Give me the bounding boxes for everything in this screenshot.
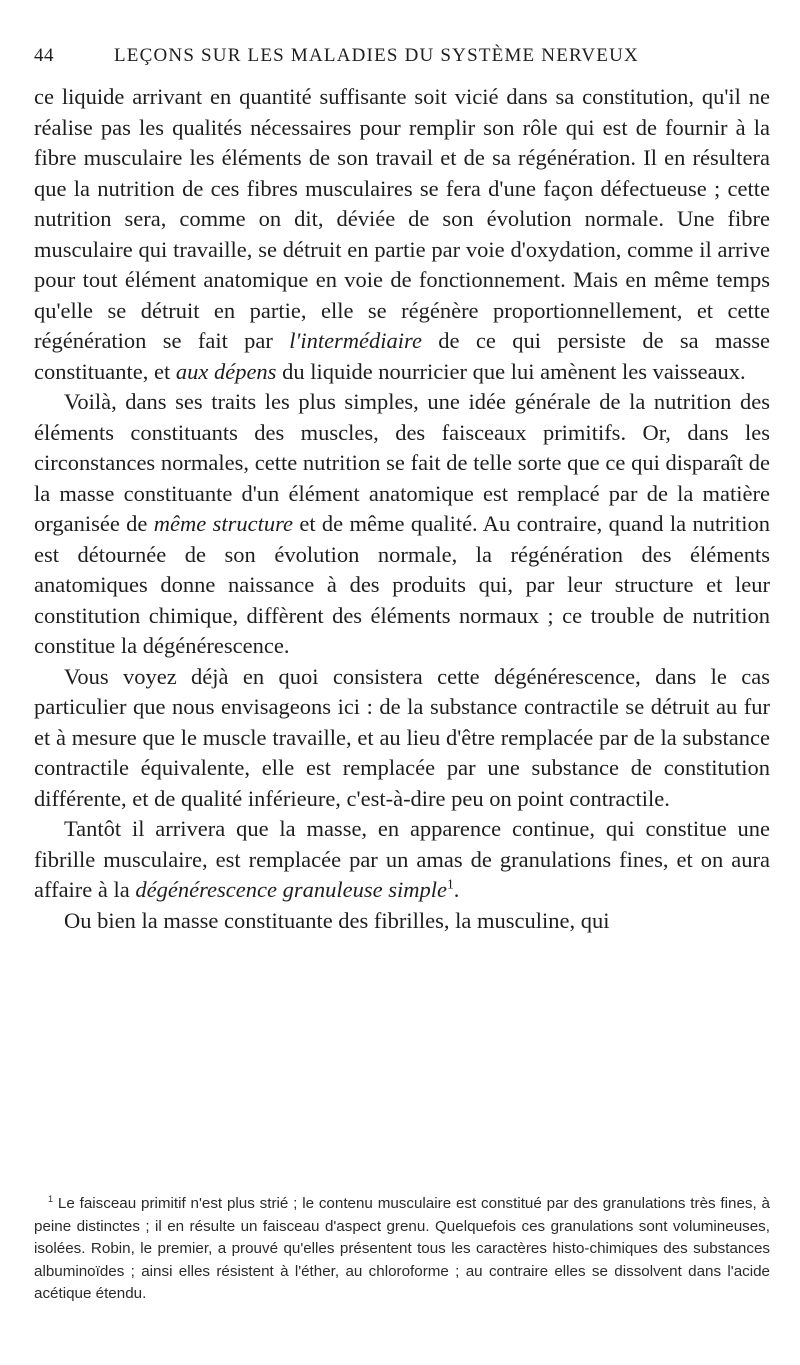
main-text: [34, 82, 770, 936]
page-header: [34, 45, 770, 75]
paragraph-2-italic-1: même structure: [153, 511, 293, 536]
footnotes: [34, 1193, 770, 1306]
footnote-1: [34, 1193, 770, 1306]
footnote-marker: 1: [48, 1193, 54, 1204]
paragraph-4-italic: dégénérescence granuleuse simple: [135, 877, 447, 902]
running-title: LEÇONS SUR LES MALADIES DU SYSTÈME NERVEUX: [114, 45, 639, 66]
paragraph-1: [34, 82, 770, 387]
footnote-text: Le faisceau primitif n'est plus strié ; le contenu musculaire est constitué par des granulations très fines, à peine distinctes ; il en résulte un faisceau d'aspect grenu. Quelquefois ces granulations sont volumineuses, isolées. Robin, le premier, a prouvé qu'elles présentent tous les caractères histo-chimiques des substances albuminoïdes ; ainsi elles résistent à l'éther, au chloroforme ; au contraire elles se dissolvent dans l'acide acétique étendu.: [34, 1195, 770, 1302]
paragraph-2: [34, 387, 770, 662]
paragraph-2-text-b: et de même qualité. Au contraire, quand la nutrition est détournée de son évolution normale, la régénération des éléments anatomiques donne naissance à des produits qui, par leur structure et leur constitution chimique, diffèrent des éléments normaux ; ce trouble de nutrition constitue la dégénérescence.: [34, 511, 770, 658]
paragraph-3: Vous voyez déjà en quoi consistera cette dégénérescence, dans le cas particulier que nous envisageons ici : de la substance contractile se détruit au fur et à mesure que le muscle travaille, et au lieu d'être remplacée par de la substance contractile équivalente, elle est remplacée par une substance de constitution différente, et de qualité inférieure, c'est-à-dire peu on point contractile.: [34, 663, 770, 811]
paragraph-1-italic-2: aux dépens: [175, 358, 277, 384]
page-number: 44: [34, 45, 54, 66]
paragraph-4-text-b: .: [453, 877, 460, 902]
paragraph-1-text-b: de ce qui persiste de sa masse constituante, et: [34, 328, 770, 384]
footnote-reference: 1: [446, 876, 454, 892]
paragraph-1-text-a: ce liquide arrivant en quantité suffisante soit vicié dans sa constitution, qu'il ne réalise pas les qualités nécessaires pour remplir son rôle qui est de fournir à la fibre musculaire les éléments de son travail et de sa régénération. Il en résultera que la nutrition de ces fibres musculaires se fera d'une façon défectueuse ; cette nutrition sera, comme on dit, déviée de son évolution normale. Une fibre musculaire qui travaille, se détruit en partie par voie d'oxydation, comme il arrive pour tout élément anatomique en voie de fonctionnement. Mais en même temps qu'elle se détruit en partie, elle se régénère proportionnellement, et cette régénération se fait par: [34, 84, 770, 353]
paragraph-2-text-a: Voilà, dans ses traits les plus simples, une idée générale de la nutrition des éléments constituants des muscles, des faisceaux primitifs. Or, dans les circonstances normales, cette nutrition se fait de telle sorte que ce qui disparaît de la masse constituante d'un élément anatomique est remplacé par de la matière organisée de: [34, 389, 770, 536]
paragraph-1-text-c: du liquide nourricier que lui amènent les vaisseaux.: [276, 358, 746, 384]
paragraph-4-text-a: Tantôt il arrivera que la masse, en apparence continue, qui constitue une fibrille musculaire, est remplacée par un amas de granulations fines, et on aura affaire à la: [34, 816, 770, 902]
paragraph-4: [34, 814, 770, 906]
paragraph-5: Ou bien la masse constituante des fibrilles, la musculine, qui: [64, 907, 610, 933]
paragraph-1-italic-1: l'intermédiaire: [289, 328, 422, 353]
